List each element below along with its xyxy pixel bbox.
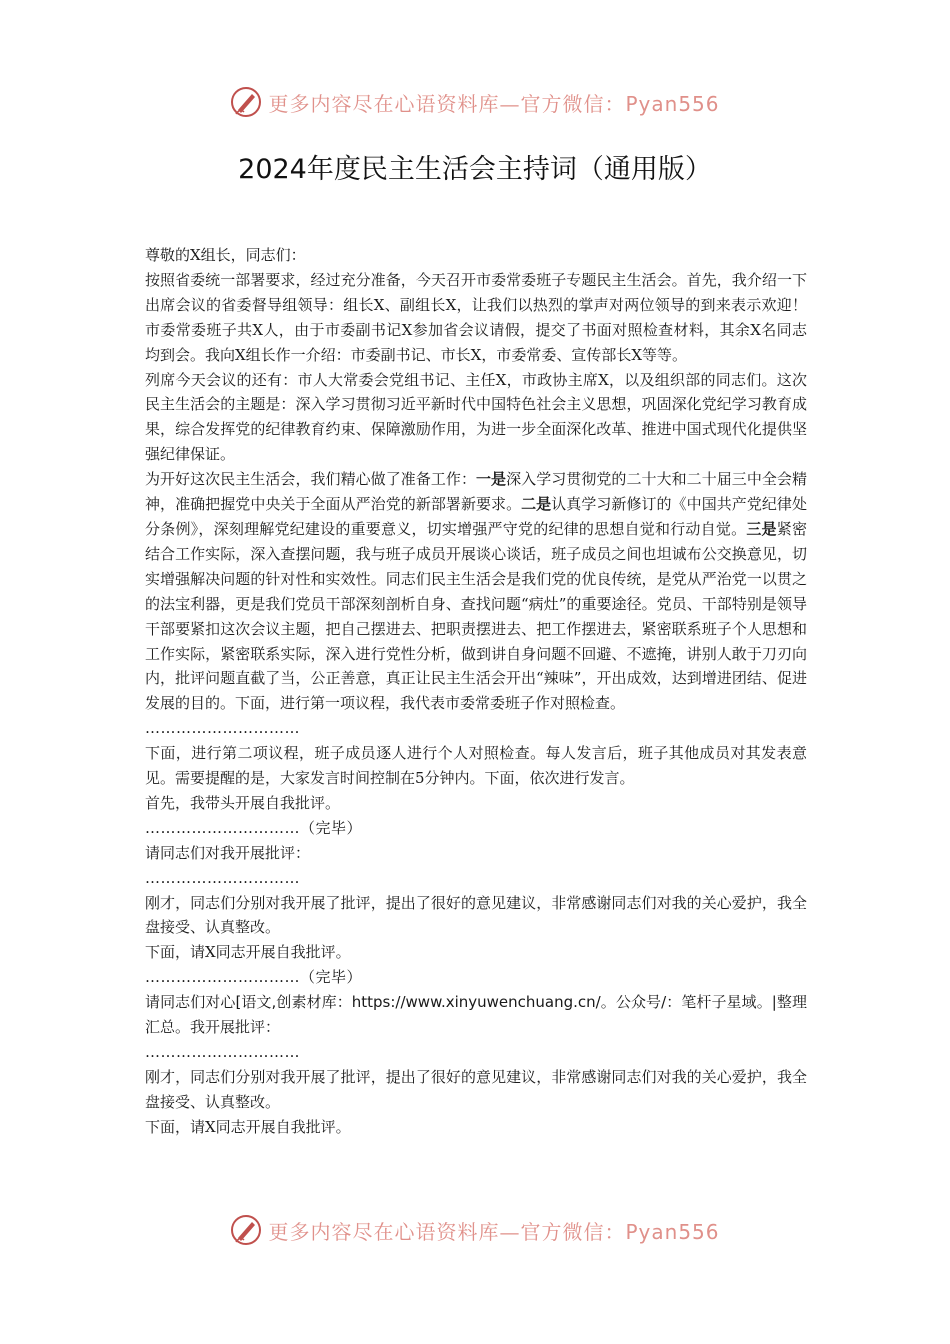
header-banner: [0, 80, 950, 124]
emphasis: 二是: [521, 495, 552, 514]
footer-banner: [0, 1208, 950, 1252]
paragraph: 下面，请X同志开展自我批评。: [145, 1117, 351, 1136]
paragraph: 列席今天会议的还有：市人大常委会党组书记、主任X，市政协主席X，以及组织部的同志们。这次民主生活会的主题是：深入学习贯彻习近平新时代中国特色社会主义思想，巩固深化党纪学习教育成果，综合发挥党的纪律教育约束、保障激励作用，为进一步全面深化改革、推进中国式现代化提供坚强纪律保证。: [145, 370, 807, 464]
paragraph-with-watermark: 请同志们对心[语文,创素材库：https://www.xinyuwenchuang.cn/。公众号/：笔杆子星域。|整理汇总。我开展批评：: [145, 993, 807, 1037]
document-body: [145, 243, 807, 1140]
paragraph: 下面，进行第二项议程，班子成员逐人进行个人对照检查。每人发言后，班子其他成员对其发表意见。需要提醒的是，大家发言时间控制在5分钟内。下面，依次进行发言。: [145, 744, 807, 788]
emphasis: 一是: [476, 470, 507, 489]
paragraph: 下面，请X同志开展自我批评。: [145, 943, 351, 962]
paragraph: 刚才，同志们分别对我开展了批评，提出了很好的意见建议，非常感谢同志们对我的关心爱护，我全盘接受、认真整改。: [145, 1067, 807, 1111]
wechat-id: Pyan556: [625, 1219, 720, 1244]
paragraph: 首先，我带头开展自我批评。: [145, 793, 341, 812]
wechat-id: Pyan556: [625, 91, 720, 116]
banner-text: 更多内容尽在心语资料库—官方微信：Pyan556: [268, 91, 720, 116]
pen-logo-icon: [230, 86, 262, 118]
emphasis: 三是: [746, 519, 777, 538]
document-title: 2024年度民主生活会主持词（通用版）: [238, 154, 712, 185]
pen-logo-icon: [230, 1214, 262, 1246]
paragraph: 请同志们对我开展批评：: [145, 843, 311, 862]
ellipsis-line: …………………………（完毕）: [145, 818, 363, 837]
ellipsis-line: …………………………: [145, 868, 300, 887]
ellipsis-line: …………………………: [145, 719, 300, 738]
ellipsis-line: …………………………: [145, 1043, 300, 1061]
paragraph: 按照省委统一部署要求，经过充分准备，今天召开市委常委班子专题民主生活会。首先，我介绍一下出席会议的省委督导组领导：组长X、副组长X，让我们以热烈的掌声对两位领导的到来表示欢迎！市委常委班子共X人，由于市委副书记X参加省会议请假，提交了书面对照检查材料，其余X名同志均到会。我向X组长作一介绍：市委副书记、市长X，市委常委、宣传部长X等等。: [145, 270, 807, 364]
ellipsis-line: …………………………（完毕）: [145, 968, 363, 987]
banner-text: 更多内容尽在心语资料库—官方微信：Pyan556: [268, 1219, 720, 1244]
greeting: 尊敬的X组长，同志们：: [145, 246, 306, 264]
paragraph: 为开好这次民主生活会，我们精心做了准备工作：一是深入学习贯彻党的二十大和二十届三中全会精神，准确把握党中央关于全面从严治党的新部署新要求。二是认真学习新修订的《中国共产党纪律处分条例》，深刻理解党纪建设的重要意义，切实增强严守党的纪律的思想自觉和行动自觉。三是紧密结合工作实际，深入查摆问题，我与班子成员开展谈心谈话，班子成员之间也坦诚布公交换意见，切实增强解决问题的针对性和实效性。同志们民主生活会是我们党的优良传统，是党从严治党一以贯之的法宝利器，更是我们党员干部深刻剖析自身、查找问题“病灶”的重要途径。党员、干部特别是领导干部要紧扣这次会议主题，把自己摆进去、把职责摆进去、把工作摆进去，紧密联系班子个人思想和工作实际，紧密联系实际，深入进行党性分析，做到讲自身问题不回避、不遮掩，讲别人敢于刀刃向内，批评问题直截了当，公正善意，真正让民主生活会开出“辣味”，开出成效，达到增进团结、促进发展的目的。下面，进行第一项议程，我代表市委常委班子作对照检查。: [145, 470, 807, 713]
paragraph: 刚才，同志们分别对我开展了批评，提出了很好的意见建议，非常感谢同志们对我的关心爱护，我全盘接受、认真整改。: [145, 893, 807, 937]
